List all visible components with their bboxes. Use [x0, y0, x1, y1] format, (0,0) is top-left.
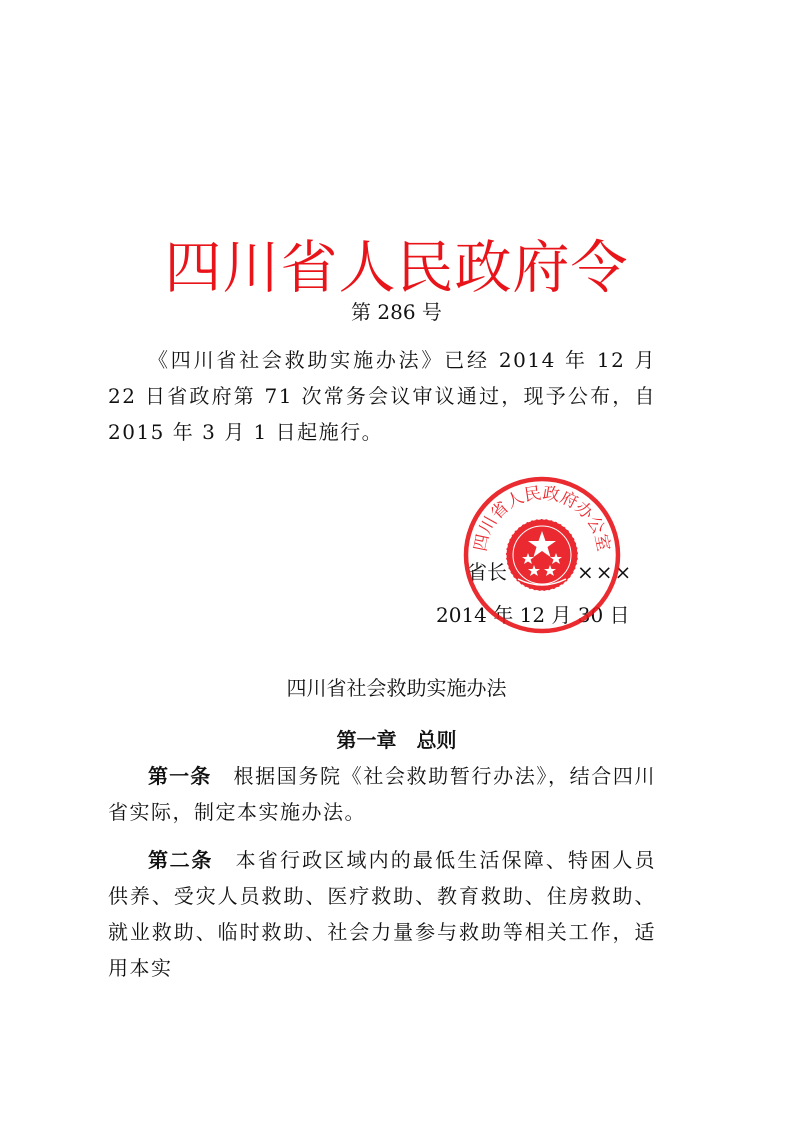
decree-number: 第 286 号 [351, 300, 442, 324]
article-text: 本省行政区域内的最低生活保障、特困人员供养、受灾人员救助、医疗救助、教育救助、住房救助、就业救助、临时救助、社会力量参与救助等相关工作，适用本实 [108, 848, 657, 980]
official-seal-icon [462, 475, 622, 635]
article-paragraph [108, 758, 656, 830]
intro-paragraph: 《四川省社会救助实施办法》已经 2014 年 12 月 22 日省政府第 71 次常务会议审议通过，现予公布，自 2015 年 3 月 1 日起施行。 [108, 348, 656, 444]
article-text: 根据国务院《社会救助暂行办法》，结合四川省实际，制定本实施办法。 [108, 764, 657, 824]
signing-date: 2014 年 12 月 30 日 [436, 603, 630, 627]
article-heading: 第二条 [148, 848, 213, 872]
decree-title: 四川省人民政府令 [164, 235, 629, 301]
article-paragraph [108, 842, 656, 986]
national-emblem-icon [506, 519, 578, 591]
chapter-heading: 第一章 总则 [336, 728, 457, 752]
article-heading: 第一条 [148, 764, 212, 788]
signatory-title: 省长 [467, 560, 507, 584]
signatory-name: ××× [577, 560, 634, 584]
regulation-title: 四川省社会救助实施办法 [286, 676, 507, 700]
seal-text: 四川省人民政府办公室 [470, 483, 614, 554]
